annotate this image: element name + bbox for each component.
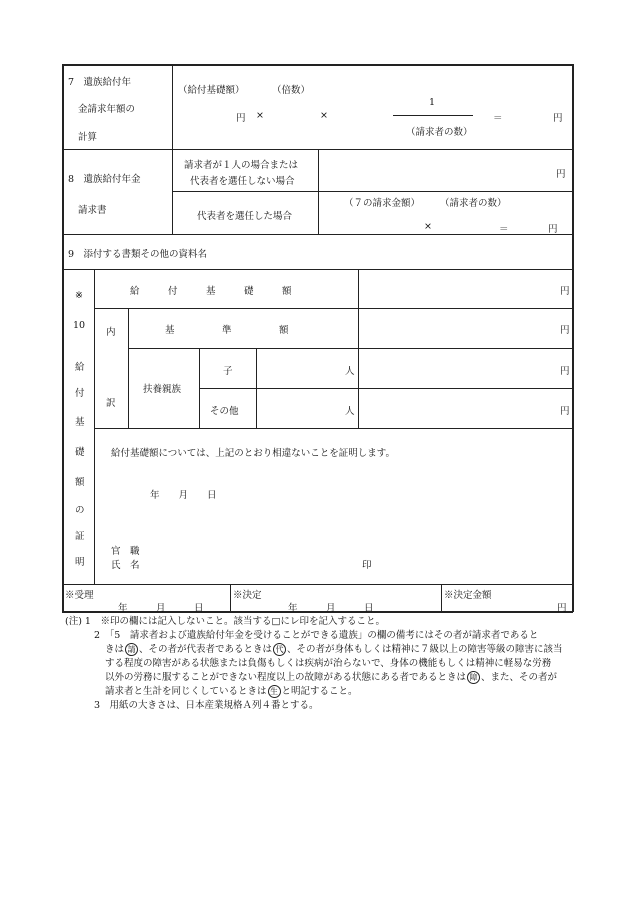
kyufu-kiso-label: 給 付 基 礎 額 [130, 286, 292, 297]
seal-label: 印 [362, 560, 372, 571]
s10-row4 [94, 428, 573, 429]
s8-yen-2: 円 [548, 224, 558, 235]
representative-label: 代表者を選任した場合 [197, 211, 293, 222]
ko-nin: 人 [345, 366, 355, 377]
circled-sei-livelihood-mark: 生 [268, 685, 281, 698]
s10-row3 [199, 388, 573, 389]
s10-row2 [128, 348, 573, 349]
sonota-label: その他 [210, 406, 239, 417]
s7-label-2: 金請求年額の [78, 104, 136, 115]
single-claimant-1: 請求者が１人の場合または [184, 160, 299, 171]
decided-amount-label: ※決定金額 [444, 590, 492, 601]
s7-times-2: × [320, 110, 328, 121]
note-1: (注) 1 ※印の欄には記入しないこと。該当する□にレ印を記入すること。 [65, 616, 385, 627]
s7-label-1: 7 遺族給付年 [68, 77, 132, 88]
official-name-label: 氏 名 [111, 560, 140, 571]
s10-sidecol [94, 269, 95, 584]
note-2-line-1: 2 「5 請求者および遺族給付年金を受けることができる遺族」の欄の備考にはその者が請求者であると [94, 630, 539, 641]
frame-top [62, 64, 573, 66]
fraction-numerator: 1 [429, 97, 436, 108]
claimant-count-label: （請求者の数） [440, 198, 507, 209]
multiplier-label: （倍数） [272, 85, 311, 96]
s8-yen-1: 円 [556, 169, 566, 180]
side-label-char: 額 [75, 477, 85, 488]
circled-dai-mark: 代 [273, 643, 286, 656]
circled-sei-mark: 請 [125, 643, 138, 656]
fraction-bar [393, 115, 473, 116]
decision-date: 年 月 日 [288, 603, 374, 614]
official-title-label: 官 職 [111, 546, 140, 557]
kijun-yen: 円 [560, 325, 570, 336]
side-label-char: 付 [75, 388, 85, 399]
side-label-char: ※ [75, 290, 83, 301]
s8-times: × [424, 221, 432, 232]
ko-label: 子 [223, 366, 233, 377]
s7-times-1: × [256, 110, 264, 121]
receipt-date: 年 月 日 [118, 603, 204, 614]
s9-label: 9 添付する書類その他の資料名 [68, 249, 208, 260]
bottom-col1 [230, 584, 231, 612]
single-claimant-2: 代表者を選任しない場合 [190, 176, 295, 187]
bottom-col2 [441, 584, 442, 612]
ko-yen: 円 [560, 366, 570, 377]
wake-label: 訳 [106, 398, 116, 409]
side-label-char: 礎 [75, 447, 85, 458]
side-label-char: 10 [73, 320, 86, 331]
sonota-nin: 人 [345, 406, 355, 417]
circled-sho-mark: 障 [467, 671, 480, 684]
note-2-line-2: きは 請 、その者が代表者であるときは 代 、その者が身体もしくは精神に７級以上の障害等級の障害に該当 [105, 644, 563, 655]
s8-label-2: 請求書 [78, 205, 107, 216]
s8-equals: ＝ [499, 224, 509, 235]
s9-bottom [62, 269, 573, 270]
kijun-label: 基 準 額 [165, 325, 289, 336]
side-label-char: 証 [75, 531, 85, 542]
note-2-line-3: する程度の障害がある状態または負傷もしくは疾病が治らないで、身体の機能もしくは精神に軽易な労務 [105, 658, 552, 669]
sonota-yen: 円 [560, 406, 570, 417]
note-2-line-4: 以外の労務に服することができない程度以上の故障がある状態にある者であるときは 障 、また、その者が [105, 672, 558, 683]
s10-bottom [62, 584, 573, 585]
note-2-line-5: 請求者と生計を同じくしているときは 生 と明記すること。 [105, 686, 358, 697]
s8-divider [318, 149, 319, 235]
s7-label-3: 計算 [78, 132, 98, 143]
decided-amount-yen: 円 [557, 603, 567, 614]
side-label-char: の [75, 505, 85, 516]
note-3: 3 用紙の大きさは、日本産業規格Ａ列４番とする。 [94, 700, 319, 711]
fuyo-label: 扶養親族 [143, 384, 182, 395]
decision-label: ※決定 [233, 590, 262, 601]
frame-right [572, 64, 574, 612]
fraction-denominator: （請求者の数） [406, 127, 473, 138]
s7-yen-2: 円 [553, 113, 563, 124]
certification-text: 給付基礎額については、上記のとおり相違ないことを証明します。 [111, 448, 396, 459]
s7-equals: ＝ [493, 113, 503, 124]
side-label-char: 基 [75, 417, 85, 428]
s8-label-1: 8 遺族給付年金 [68, 174, 141, 185]
base-amount-label: （給付基礎額） [178, 85, 245, 96]
kyufu-kiso-yen: 円 [560, 286, 570, 297]
frame-left [62, 64, 64, 612]
claim-amount-label: （７の請求金額） [344, 198, 421, 209]
s8-bottom [62, 234, 573, 235]
receipt-label: ※受理 [65, 590, 94, 601]
s10-row1 [94, 308, 573, 309]
s8-mid [172, 191, 573, 192]
cert-date: 年 月 日 [150, 490, 217, 501]
s7-yen-1: 円 [236, 113, 246, 124]
s10-uchi-col [128, 308, 129, 428]
side-label-char: 明 [75, 557, 85, 568]
uchi-label: 内 [106, 327, 116, 338]
side-label-char: 給 [75, 362, 85, 373]
